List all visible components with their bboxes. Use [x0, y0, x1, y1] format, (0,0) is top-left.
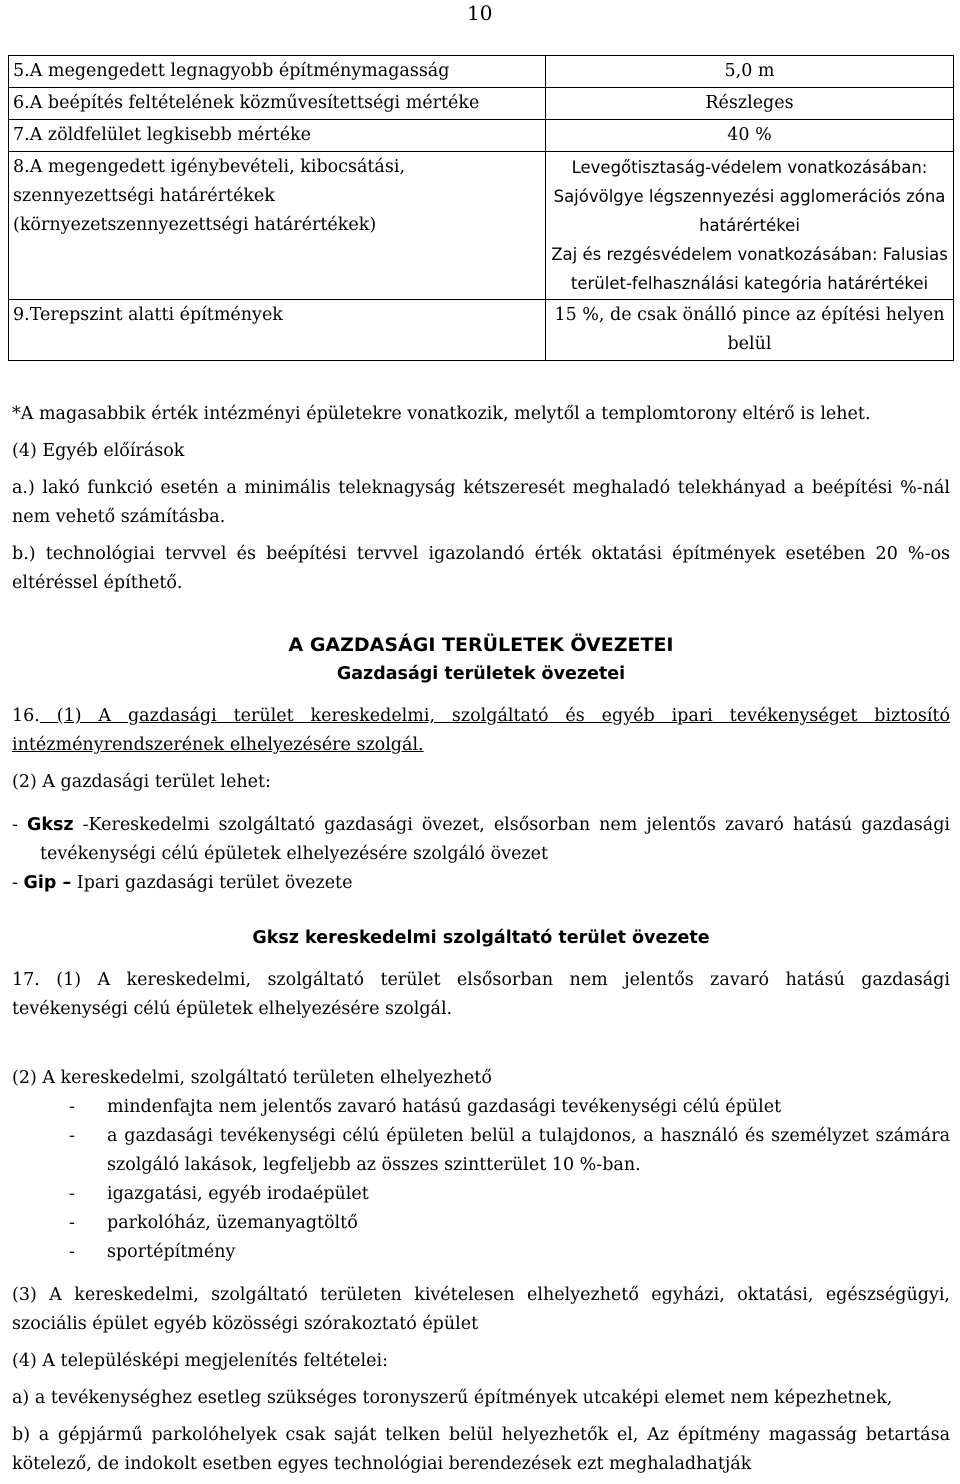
- page-number: 10: [467, 1, 493, 25]
- list-item: - a gazdasági tevékenységi célú épületen belül a tulajdonos, a használó és személyzet számára szolgáló lakások, legfeljebb az összes szintterület 10 %-ban.: [12, 1122, 950, 1180]
- zone-code: Gip –: [23, 873, 72, 893]
- list-item: - mindenfajta nem jelentős zavaró hatású gazdasági tevékenységi célú épület: [12, 1093, 950, 1122]
- table-row: [9, 56, 954, 88]
- zone-item: [12, 811, 950, 869]
- paragraph: a.) lakó funkció esetén a minimális teleknagyság kétszeresét meghaladó telekhányad a beépítési %-nál nem vehető számításba.: [12, 478, 950, 527]
- dash: -: [12, 815, 27, 835]
- paragraph: (3) A kereskedelmi, szolgáltató területen kivételesen elhelyezhető egyházi, oktatási, egészségügyi, szociális épület egyéb közösségi szórakoztató épület: [12, 1285, 950, 1334]
- zone-item: [12, 869, 950, 898]
- table-label: 5.A megengedett legnagyobb építménymagasság: [9, 56, 546, 88]
- dash: -: [12, 873, 24, 893]
- list-item: - igazgatási, egyéb irodaépület: [12, 1180, 950, 1209]
- allowed-list: [12, 1093, 950, 1267]
- noise-limits: Zaj és rezgésvédelem vonatkozásában: Falusias terület-felhasználási kategória határértékei: [551, 245, 948, 293]
- table-label: 7.A zöldfelület legkisebb mértéke: [9, 120, 546, 152]
- list-item: - sportépítmény: [12, 1238, 950, 1267]
- section-heading: Gksz kereskedelmi szolgáltató terület övezete: [252, 928, 710, 948]
- document-body: [12, 400, 950, 1479]
- table-value: 5,0 m: [546, 56, 954, 88]
- section-title: (4) Egyéb előírások: [12, 441, 185, 461]
- table-footnote: *A magasabbik érték intézményi épületekre vonatkozik, melytől a templomtorony eltérő is lehet.: [12, 404, 871, 424]
- section-heading: A GAZDASÁGI TERÜLETEK ÖVEZETEI: [288, 634, 674, 656]
- table-value: [546, 152, 954, 300]
- table-row: [9, 88, 954, 120]
- zone-text: Ipari gazdasági terület övezete: [71, 873, 353, 893]
- table-value: Részleges: [546, 88, 954, 120]
- table-row: [9, 120, 954, 152]
- air-quality-limits: Levegőtisztaság-védelem vonatkozásában: Sajóvölgye légszennyezési agglomerációs zóna határértékei: [553, 158, 946, 235]
- paragraph-number: 16.: [12, 706, 40, 726]
- table-label: 8.A megengedett igénybevételi, kibocsátási, szennyezettségi határértékek (környezetszennyezettségi határértékek): [9, 152, 546, 300]
- paragraph: (2) A kereskedelmi, szolgáltató területen elhelyezhető: [12, 1068, 492, 1088]
- paragraph-text: (1) A kereskedelmi, szolgáltató terület elsősorban nem jelentős zavaró hatású gazdasági tevékenységi célú épületek elhelyezésére szolgál.: [12, 970, 950, 1019]
- paragraph-16: [12, 702, 950, 760]
- table-label: 9.Terepszint alatti építmények: [9, 300, 546, 361]
- paragraph: (4) A településképi megjelenítés feltételei:: [12, 1351, 388, 1371]
- table-value: 40 %: [546, 120, 954, 152]
- section-subheading: Gazdasági területek övezetei: [336, 664, 626, 684]
- paragraph-number: 17.: [12, 970, 40, 990]
- paragraph-17: [12, 966, 950, 1024]
- paragraph-text: (1) A gazdasági terület kereskedelmi, szolgáltató és egyéb ipari tevékenységet biztosító intézményrendszerének elhelyezésére szolgál.: [12, 706, 950, 755]
- paragraph: a) a tevékenységhez esetleg szükséges toronyszerű építmények utcaképi elemet nem képezhetnek,: [12, 1388, 893, 1408]
- table-row: [9, 300, 954, 361]
- list-item: - parkolóház, üzemanyagtöltő: [12, 1209, 950, 1238]
- paragraph: b) a gépjármű parkolóhelyek csak saját telken belül helyezhetők el, Az építmény magasság betartása kötelező, de indokolt esetben egyes technológiai berendezések ezt meghaladhatják: [12, 1425, 950, 1474]
- zone-list: [12, 811, 950, 898]
- paragraph: b.) technológiai tervvel és beépítési tervvel igazolandó érték oktatási építmények esetében 20 %-os eltéréssel építhető.: [12, 544, 950, 593]
- zone-text: -Kereskedelmi szolgáltató gazdasági övezet, elsősorban nem jelentős zavaró hatású gazdasági tevékenységi célú épületek elhelyezésére szolgáló övezet: [40, 815, 950, 864]
- table-value: 15 %, de csak önálló pince az építési helyen belül: [546, 300, 954, 361]
- requirements-table: [8, 55, 954, 361]
- paragraph: (2) A gazdasági terület lehet:: [12, 772, 271, 792]
- table-label: 6.A beépítés feltételének közművesítettségi mértéke: [9, 88, 546, 120]
- table-row: [9, 152, 954, 300]
- zone-code: Gksz: [26, 815, 74, 835]
